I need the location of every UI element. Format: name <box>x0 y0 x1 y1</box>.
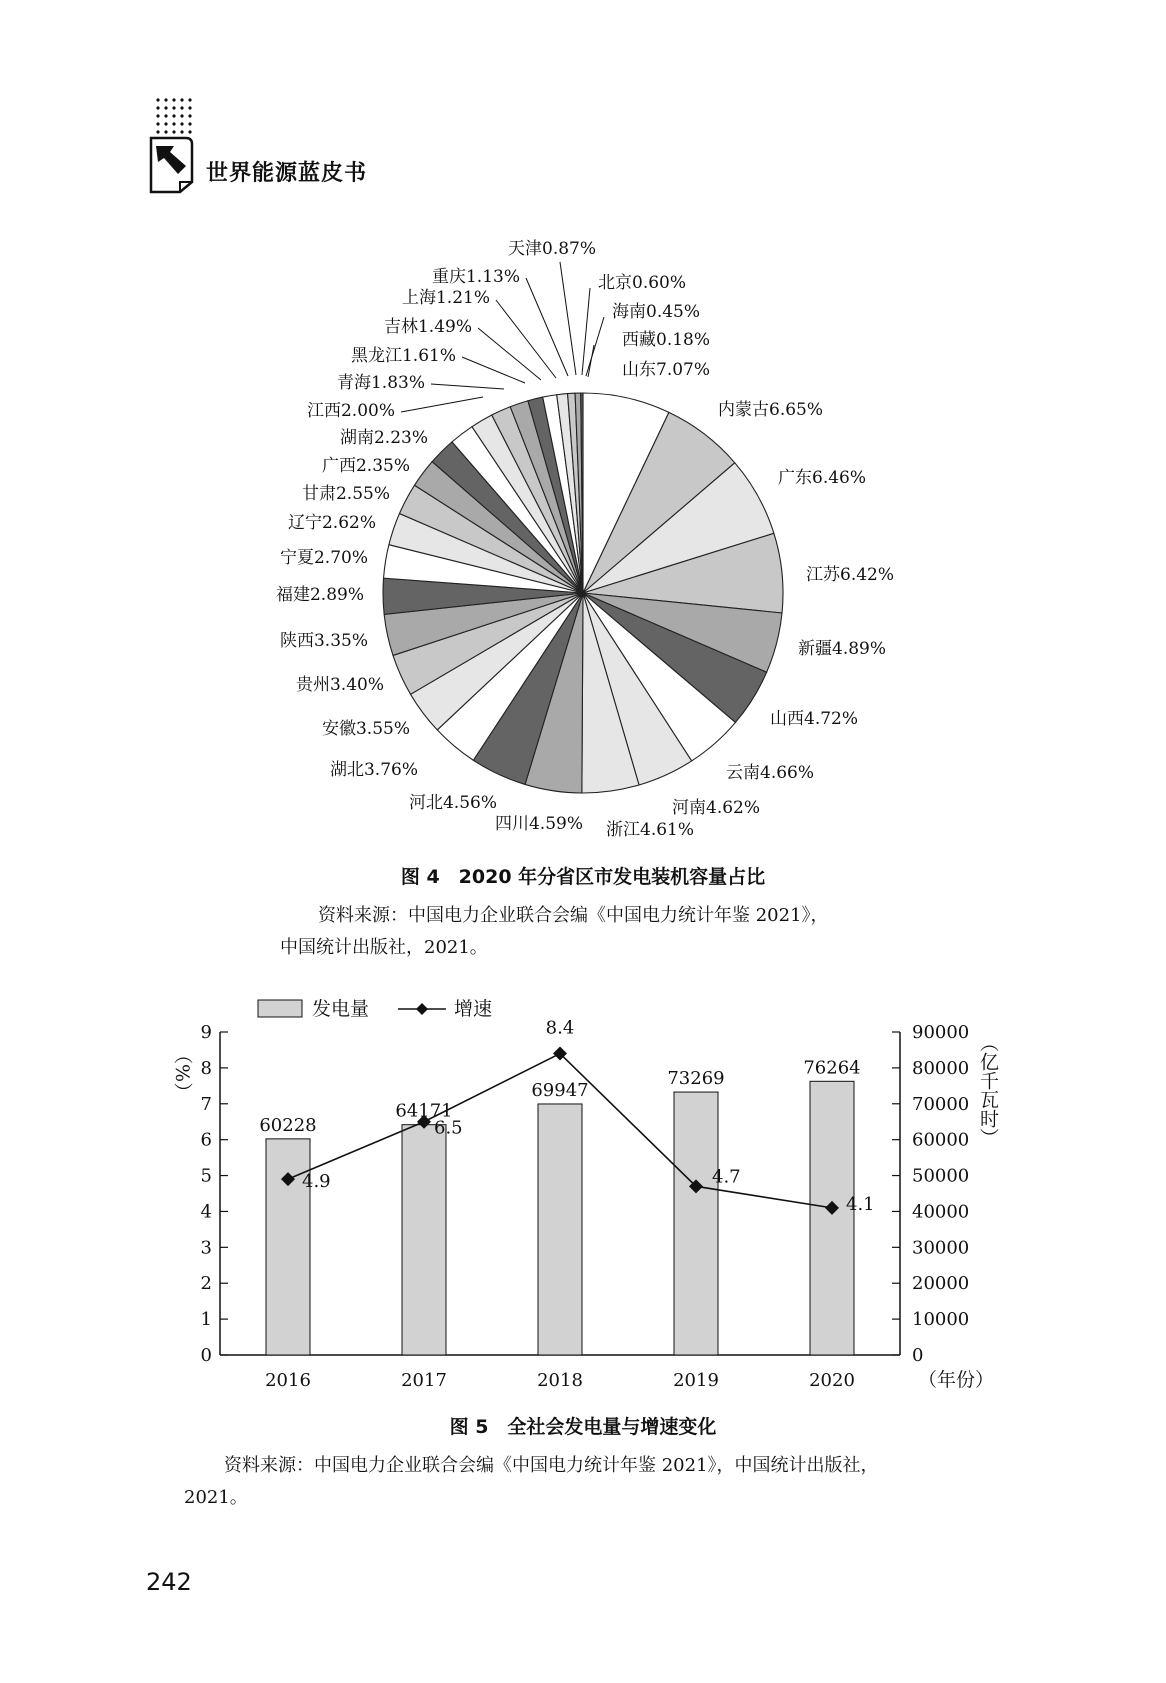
pie-label: 江苏6.42% <box>806 565 895 585</box>
line-value-label: 4.1 <box>846 1193 875 1215</box>
pie-label: 广西2.35% <box>321 456 410 476</box>
figure-4-caption: 图 4 2020 年分省区市发电装机容量占比 <box>400 866 766 888</box>
chart-legend <box>258 998 492 1020</box>
legend-label: 发电量 <box>312 998 370 1020</box>
x-tick-label: 2016 <box>265 1370 311 1391</box>
pie-label: 上海1.21% <box>401 288 490 308</box>
pie-label: 内蒙古6.65% <box>718 400 824 420</box>
pie-label: 黑龙江1.61% <box>350 346 456 366</box>
pie-label: 贵州3.40% <box>295 675 384 695</box>
pie-label: 海南0.45% <box>612 302 701 322</box>
combo-chart <box>0 975 1166 1415</box>
pie-label: 浙江4.61% <box>606 820 695 840</box>
pie-label: 吉林1.49% <box>383 317 472 337</box>
y-right-tick-label: 30000 <box>912 1237 970 1259</box>
pie-label: 广东6.46% <box>778 468 867 488</box>
pie-label: 北京0.60% <box>598 273 687 293</box>
legend-bar-swatch <box>258 1000 302 1017</box>
x-tick-label: 2019 <box>673 1370 719 1391</box>
pie-leader-line <box>588 345 594 377</box>
pie-label: 陕西3.35% <box>279 631 368 651</box>
pie-label: 山东7.07% <box>622 360 711 380</box>
pie-label: 安徽3.55% <box>321 719 410 739</box>
pie-label: 天津0.87% <box>508 239 597 259</box>
pie-leader-line <box>586 317 604 376</box>
pie-leader-line <box>526 278 568 376</box>
bar-value-label: 73269 <box>667 1068 725 1090</box>
bar-value-label: 76264 <box>803 1057 861 1079</box>
y-right-tick-label: 20000 <box>912 1273 970 1295</box>
pie-label: 云南4.66% <box>726 763 815 783</box>
bar-value-label: 69947 <box>531 1079 589 1101</box>
bar <box>538 1104 582 1355</box>
pie-slices <box>383 393 783 793</box>
pie-leader-line <box>582 288 590 375</box>
y-left-tick-label: 0 <box>200 1345 212 1366</box>
figure-5-source-line-2: 2021。 <box>184 1487 248 1508</box>
y-right-tick-label: 10000 <box>912 1309 970 1331</box>
y-left-axis-label: （%） <box>171 1045 193 1102</box>
x-tick-label: 2018 <box>537 1370 583 1391</box>
y-left-tick-label: 1 <box>200 1309 212 1331</box>
pie-label: 辽宁2.62% <box>287 513 376 533</box>
pie-label: 青海1.83% <box>336 373 425 393</box>
line-value-label: 8.4 <box>545 1017 575 1039</box>
pie-label: 河北4.56% <box>408 793 497 813</box>
pie-label: 湖北3.76% <box>329 760 418 780</box>
y-left-tick-label: 2 <box>200 1273 212 1295</box>
figure-5-caption: 图 5 全社会发电量与增速变化 <box>449 1416 717 1438</box>
page-number: 242 <box>146 1568 192 1596</box>
bar-series <box>266 1081 854 1355</box>
pie-label: 西藏0.18% <box>622 330 711 350</box>
y-right-tick-label: 70000 <box>912 1093 970 1115</box>
x-axis-unit-label: （年份） <box>918 1369 995 1391</box>
y-right-tick-label: 40000 <box>912 1201 970 1223</box>
line-value-label: 4.7 <box>712 1166 741 1188</box>
y-right-tick-label: 0 <box>912 1345 924 1366</box>
y-left-tick-label: 6 <box>200 1129 212 1151</box>
pie-chart <box>0 0 1166 840</box>
bar <box>810 1081 854 1355</box>
bar <box>674 1092 718 1355</box>
pie-leader-line <box>431 384 504 389</box>
bar-value-label: 64171 <box>395 1100 453 1122</box>
legend-label: 增速 <box>454 998 493 1020</box>
figure-4-source-line-2: 中国统计出版社，2021。 <box>280 937 488 958</box>
pie-leader-line <box>560 262 576 375</box>
line-value-label: 4.9 <box>302 1171 331 1193</box>
pie-label: 新疆4.89% <box>798 639 887 659</box>
pie-leader-line <box>478 328 541 380</box>
bar-value-label: 60228 <box>259 1114 317 1136</box>
y-right-axis-label: （亿千瓦时） <box>977 1033 999 1147</box>
figure-5-source-line-1: 资料来源：中国电力企业联合会编《中国电力统计年鉴 2021》，中国统计出版社， <box>224 1455 879 1476</box>
legend-marker <box>416 1003 428 1015</box>
y-left-tick-label: 4 <box>200 1201 212 1223</box>
pie-leader-line <box>462 357 525 383</box>
x-tick-label: 2020 <box>809 1370 855 1391</box>
y-left-tick-label: 9 <box>200 1022 212 1043</box>
pie-label: 甘肃2.55% <box>301 484 390 504</box>
pie-label: 重庆1.13% <box>431 267 520 287</box>
pie-leader-line <box>496 300 556 378</box>
bar <box>402 1125 446 1355</box>
x-tick-label: 2017 <box>401 1370 447 1391</box>
pie-leader-line <box>401 397 483 412</box>
book-title: 世界能源蓝皮书 <box>206 161 368 186</box>
y-left-tick-label: 8 <box>200 1057 212 1079</box>
pie-label: 福建2.89% <box>275 585 364 605</box>
pie-label: 湖南2.23% <box>339 428 428 448</box>
y-right-tick-label: 50000 <box>912 1165 970 1187</box>
y-right-tick-label: 90000 <box>912 1022 970 1043</box>
y-left-tick-label: 3 <box>200 1237 212 1259</box>
line-value-label: 6.5 <box>434 1117 463 1139</box>
pie-label: 河南4.62% <box>672 798 761 818</box>
pie-label: 山西4.72% <box>770 709 859 729</box>
pie-label: 四川4.59% <box>494 814 583 834</box>
pie-label: 江西2.00% <box>306 401 395 421</box>
figure-4-source-line-1: 资料来源：中国电力企业联合会编《中国电力统计年鉴 2021》， <box>318 905 829 926</box>
y-right-tick-label: 60000 <box>912 1129 970 1151</box>
y-right-tick-label: 80000 <box>912 1057 970 1079</box>
y-left-tick-label: 7 <box>200 1093 212 1115</box>
y-left-tick-label: 5 <box>200 1165 212 1187</box>
pie-label: 宁夏2.70% <box>279 548 368 568</box>
